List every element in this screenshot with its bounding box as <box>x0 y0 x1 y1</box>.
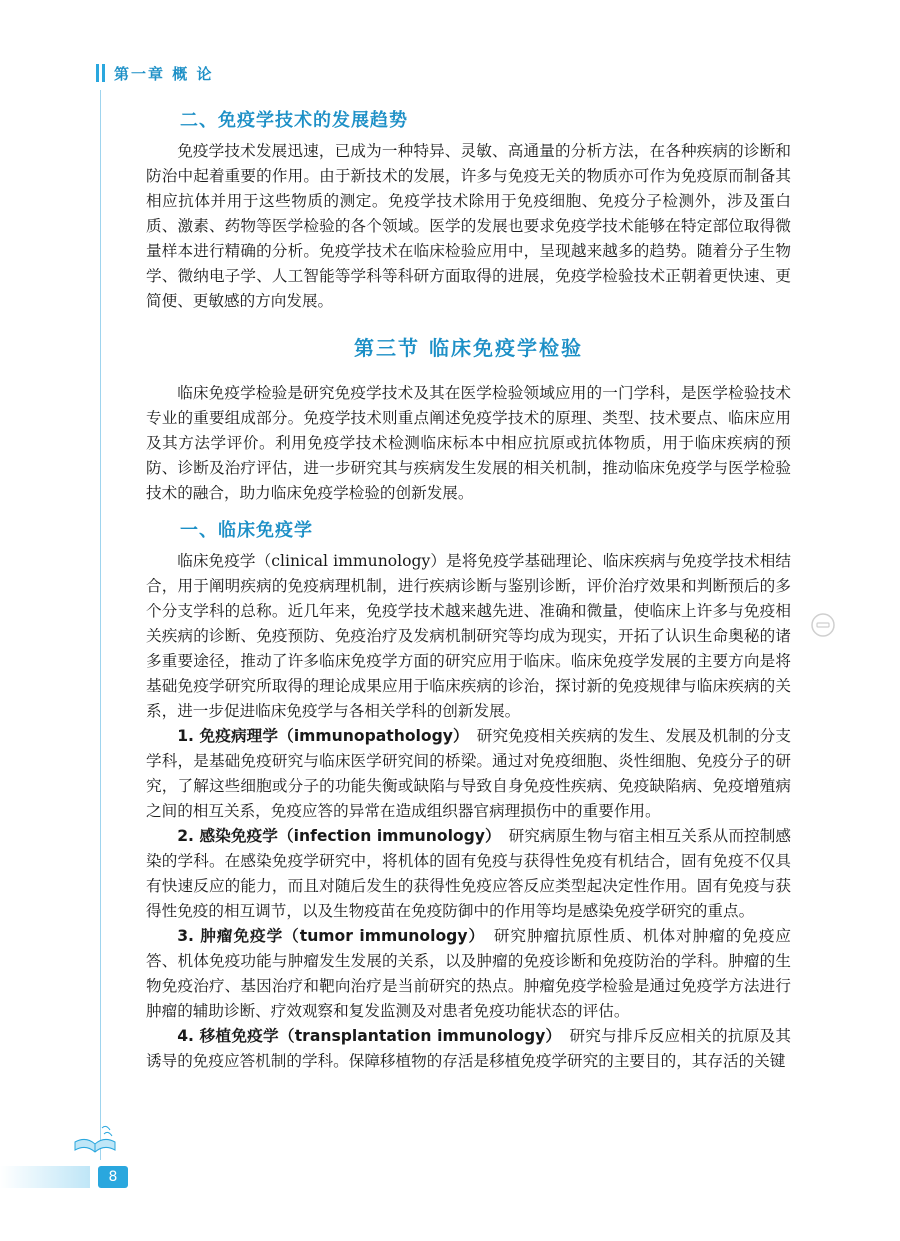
item-lead: 4. 移植免疫学（transplantation immunology） <box>177 1027 554 1045</box>
item-lead: 2. 感染免疫学（infection immunology） <box>177 827 493 845</box>
chapter-title: 第一章 概 论 <box>114 64 214 83</box>
section-heading-trends: 二、免疫学技术的发展趋势 <box>180 110 408 131</box>
running-header <box>96 62 213 84</box>
item-text: 研究病原生物与宿主相互关系从而控制感染的学科。在感染免疫学研究中，将机体的固有免疫与获得性免疫有机结合，固有免疫不仅具有快速反应的能力，而且对随后发生的获得性免疫应答反应类型起决定性作用。固有免疫与获得性免疫的相互调节，以及生物疫苗在免疫防御中的作用等均是感染免疫学研究的重点。 <box>146 827 791 920</box>
margin-rule <box>100 90 101 1160</box>
section-title: 第三节 临床免疫学检验 <box>354 336 583 360</box>
paragraph-clinical: 临床免疫学（clinical immunology）是将免疫学基础理论、临床疾病与免疫学技术相结合，用于阐明疾病的免疫病理机制，进行疾病诊断与鉴别诊断，评价治疗效果和判断预后的多个分支学科的总称。近几年来，免疫学技术越来越先进、准确和微量，使临床上许多与免疫相关疾病的诊断、免疫预防、免疫治疗及发病机制研究等均成为现实，开拓了认识生命奥秘的诸多重要途径，推动了许多临床免疫学方面的研究应用于临床。临床免疫学发展的主要方向是将基础免疫学研究所取得的理论成果应用于临床疾病的诊治，探讨新的免疫规律与临床疾病的关系，进一步促进临床免疫学与各相关学科的创新发展。 <box>146 552 791 720</box>
page-body <box>146 108 791 1074</box>
section-heading-clinical: 一、临床免疫学 <box>180 520 313 541</box>
page-number: 8 <box>98 1166 128 1188</box>
item-text: 研究肿瘤抗原性质、机体对肿瘤的免疫应答、机体免疫功能与肿瘤发生发展的关系，以及肿瘤的免疫诊断和免疫防治的学科。肿瘤的生物免疫治疗、基因治疗和靶向治疗是当前研究的热点。肿瘤免疫学检验是通过免疫学方法进行肿瘤的辅助诊断、疗效观察和复发监测及对患者免疫功能状态的评估。 <box>146 927 791 1020</box>
margin-mark-icon <box>810 612 836 638</box>
list-item <box>146 1024 791 1074</box>
paragraph-trends: 免疫学技术发展迅速，已成为一种特异、灵敏、高通量的分析方法，在各种疾病的诊断和防治中起着重要的作用。由于新技术的发展，许多与免疫无关的物质亦可作为免疫原而制备其相应抗体并用于这些物质的测定。免疫学技术除用于免疫细胞、免疫分子检测外，涉及蛋白质、激素、药物等医学检验的各个领域。医学的发展也要求免疫学技术能够在特定部位取得微量样本进行精确的分析。免疫学技术在临床检验应用中，呈现越来越多的趋势。随着分子生物学、微纳电子学、人工智能等学科等科研方面取得的进展，免疫学检验技术正朝着更快速、更简便、更敏感的方向发展。 <box>146 142 791 310</box>
list-item <box>146 824 791 924</box>
list-item <box>146 924 791 1024</box>
paragraph-intro: 临床免疫学检验是研究免疫学技术及其在医学检验领域应用的一门学科，是医学检验技术专业的重要组成部分。免疫学技术则重点阐述免疫学技术的原理、类型、技术要点、临床应用及其方法学评价。利用免疫学技术检测临床标本中相应抗原或抗体物质，用于临床疾病的预防、诊断及治疗评估，进一步研究其与疾病发生发展的相关机制，推动临床免疫学与医学检验技术的融合，助力临床免疫学检验的创新发展。 <box>146 384 791 502</box>
list-item <box>146 724 791 824</box>
footer-band <box>0 1166 90 1188</box>
item-lead: 3. 肿瘤免疫学（tumor immunology） <box>177 927 478 945</box>
header-bar-2 <box>102 64 105 82</box>
header-bar <box>96 64 99 82</box>
open-book-icon <box>72 1120 118 1158</box>
item-lead: 1. 免疫病理学（immunopathology） <box>177 727 461 745</box>
item-text: 研究免疫相关疾病的发生、发展及机制的分支学科，是基础免疫研究与临床医学研究间的桥梁。通过对免疫细胞、炎性细胞、免疫分子的研究，了解这些细胞或分子的功能失衡或缺陷与导致自身免疫性疾病、免疫缺陷病、免疫增殖病之间的相互关系，免疫应答的异常在造成组织器官病理损伤中的重要作用。 <box>146 727 791 820</box>
item-text: 研究与排斥反应相关的抗原及其诱导的免疫应答机制的学科。保障移植物的存活是移植免疫学研究的主要目的，其存活的关键 <box>146 1027 791 1070</box>
